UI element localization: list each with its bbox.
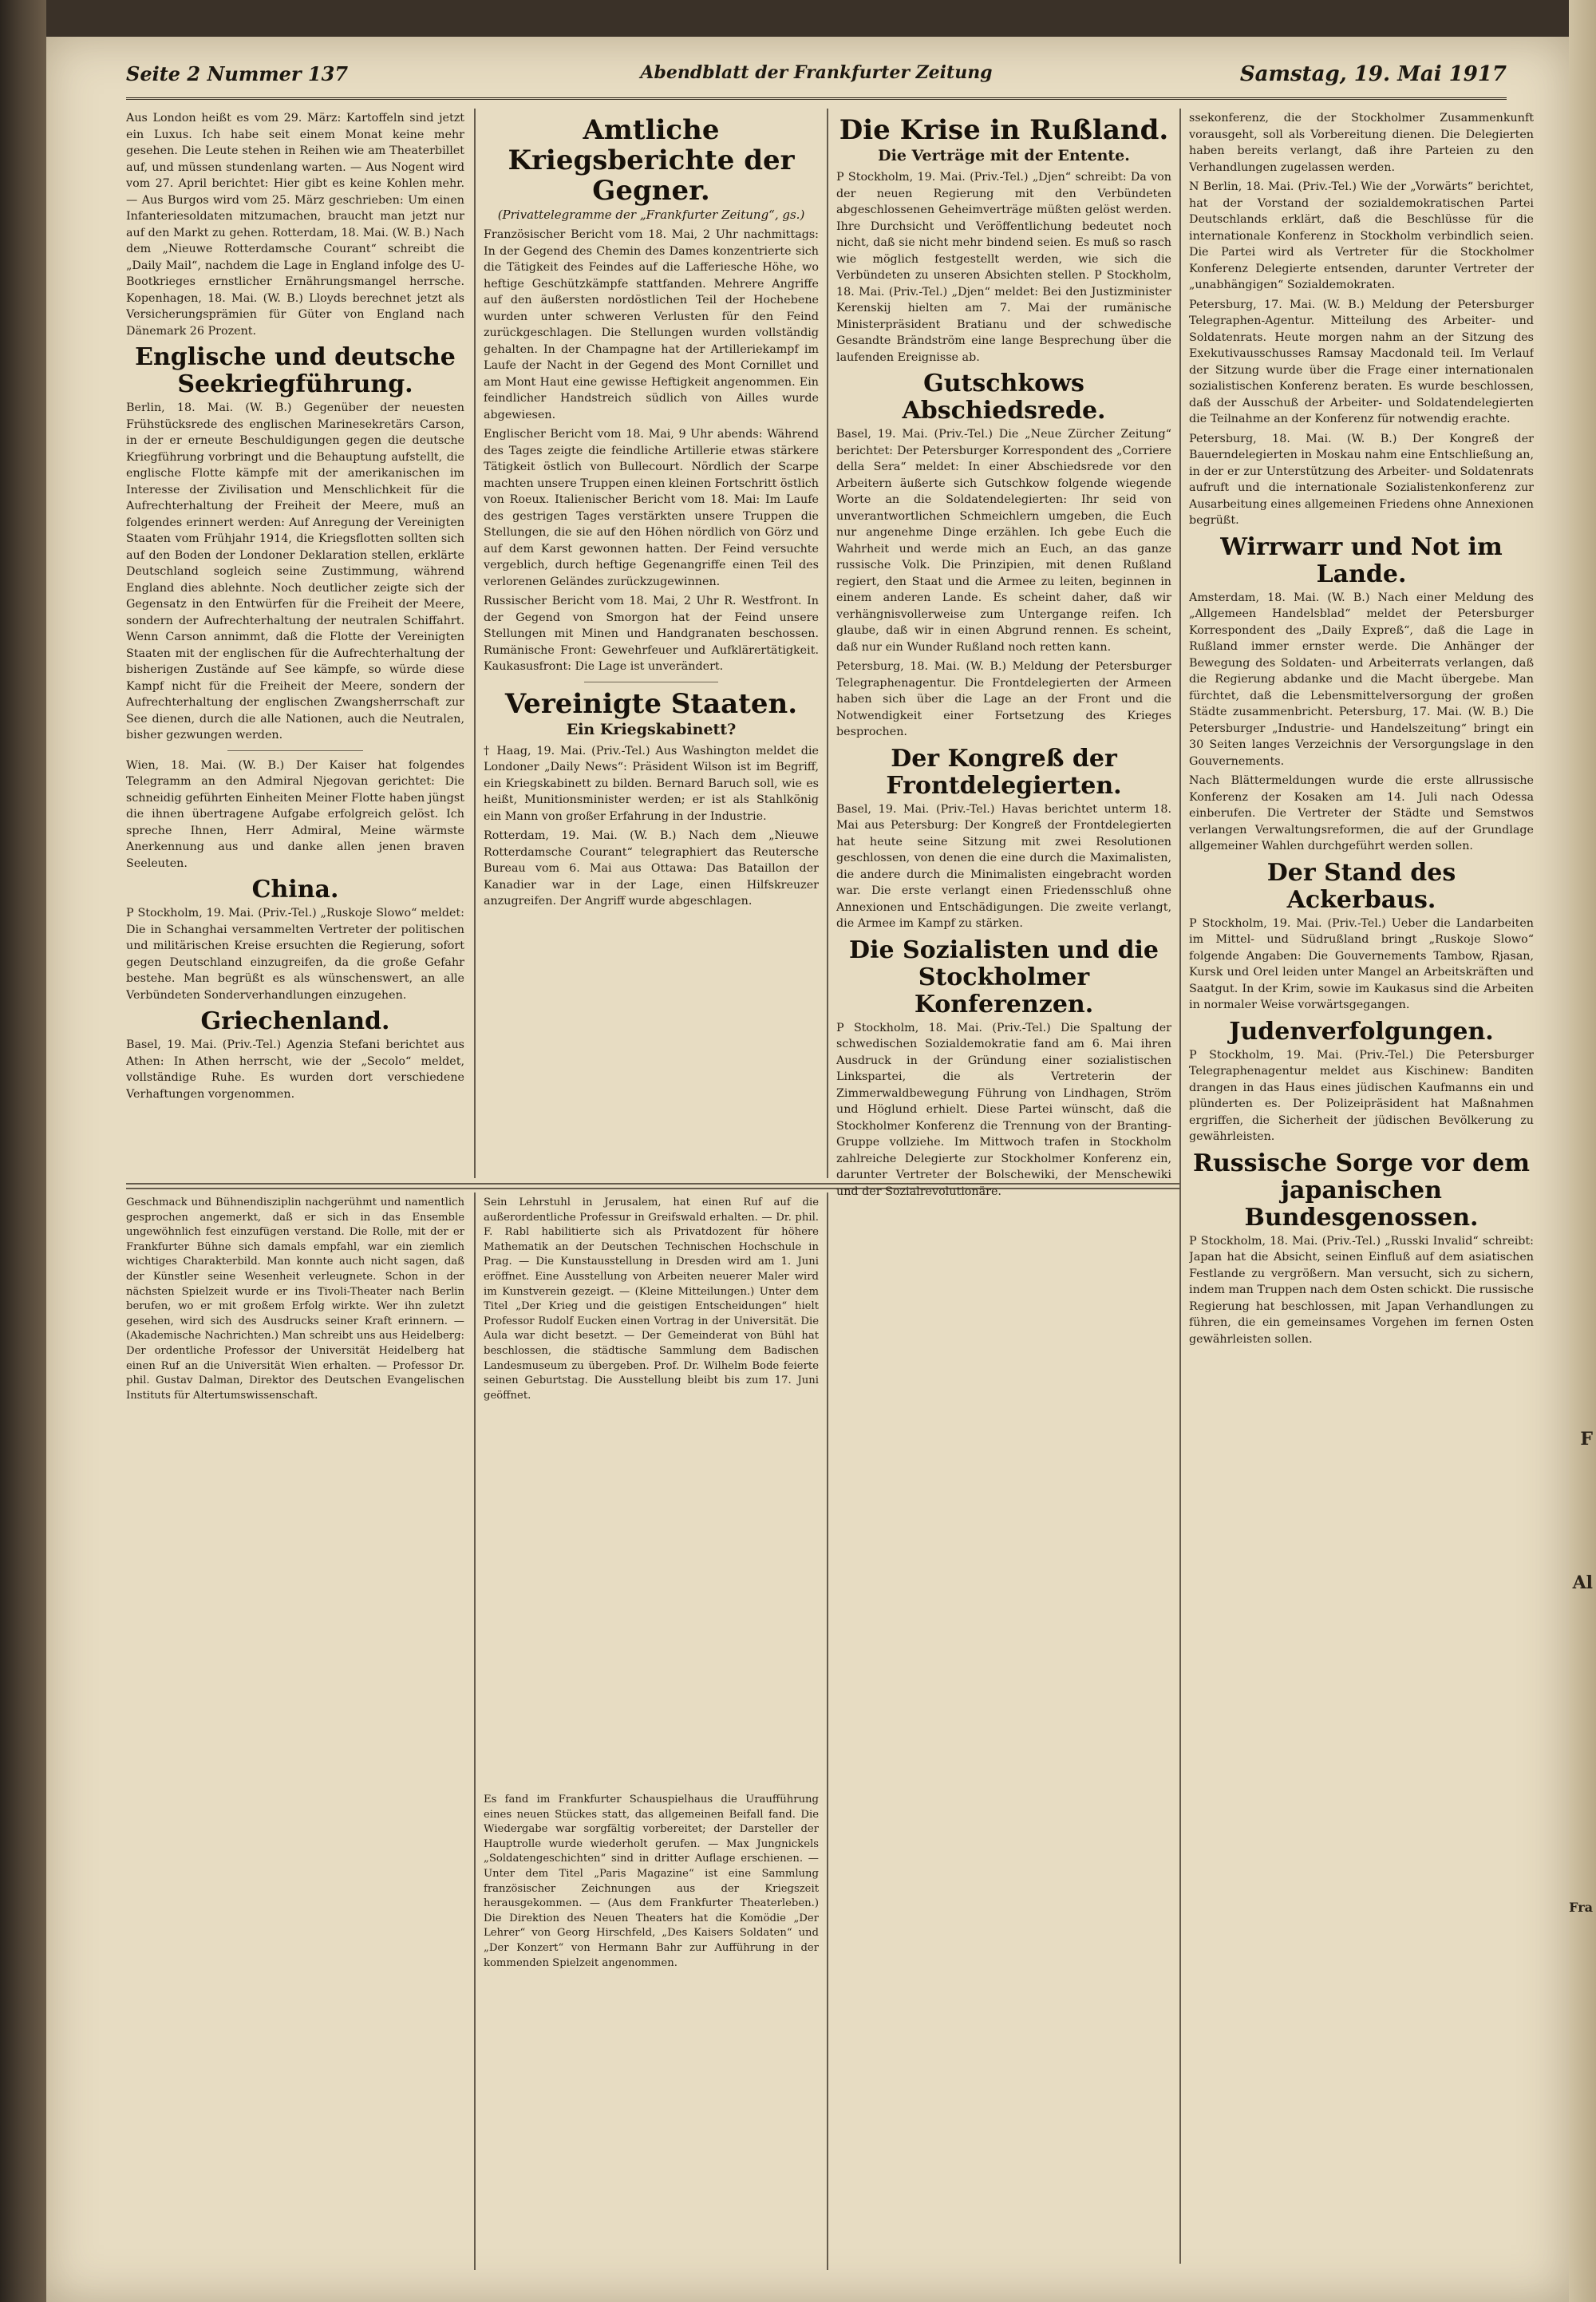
edge-fragment: F bbox=[1580, 1429, 1593, 1450]
page-header bbox=[126, 54, 1507, 100]
issue-date: Samstag, 19. Mai 1917 bbox=[1239, 62, 1507, 86]
book-binding bbox=[0, 0, 46, 2302]
column-rule bbox=[827, 1193, 828, 2270]
article-heading-krise-russland: Die Krise in Rußland. bbox=[839, 114, 1169, 146]
article-text: Wien, 18. Mai. (W. B.) Der Kaiser hat folgendes Telegramm an den Admiral Njegovan gerichtet: Die schneidig geführten Einheiten Meiner Flotte haben jüngst die ihnen übertragene Aufgabe erfolgreich gelöst. Ich spreche Ihnen, Herr Admiral, Meine wärmste Anerkennung aus und danke allen jenen braven Seeleuten. bbox=[126, 758, 464, 870]
article-heading-vereinigte-staaten: Vereinigte Staaten. bbox=[504, 687, 798, 720]
article-text: Nach Blättermeldungen wurde die erste allrussische Konferenz der Kosaken am 14. Juli nach Odessa einberufen. Die Vertreter der Städte und Semstwos verlangen Verwaltungsreformen, die auf der Grundlage allgemeiner Wahlen durchgeführt werden sollen. bbox=[1189, 774, 1534, 852]
column-2 bbox=[484, 110, 819, 1177]
article-text: N Berlin, 18. Mai. (Priv.-Tel.) Wie der „Vorwärts“ berichtet, hat der Vorstand der sozialdemokratischen Partei Deutschlands erklärt, daß die Beschlüsse für die internationale Konferenz in Stockholm verbindlich seien. Die Partei wird als Vertreter für die Stockholmer Konferenz Delegierte entsenden, darunter Vertreter der „unabhängigen“ Sozialdemokraten. bbox=[1189, 180, 1534, 291]
article-text: Rotterdam, 19. Mai. (W. B.) Nach dem „Nieuwe Rotterdamsche Courant“ telegraphiert das Reutersche Bureau vom 6. Mai aus Ottawa: Das Bataillon der Kanadier war in der Lage, einen Hilfskreuzer anzugreifen. Der Angriff wurde abgeschlagen. bbox=[484, 829, 819, 908]
masthead: Abendblatt der Frankfurter Zeitung bbox=[640, 62, 993, 83]
article-text: Basel, 19. Mai. (Priv.-Tel.) Die „Neue Zürcher Zeitung“ berichtet: Der Petersburger Korrespondent des „Corriere della Sera“ meldet: In einer Abschiedsrede vor den Arbeitern äußerte sich Gutschkow folgende wiegende Worte an die Soldatendelegierten: Ihr seid von unverantwortlichen Schmeichlern umgeben, die Euch nur angenehme Dinge erzählen. Ich gebe Euch die Wahrheit und werde mich an Euch, an das ganze russische Volk. Die Prinzipien, mit denen Rußland regiert, den Staat und die Armee zu leiten, beginnen in einem anderen Lande. Es scheint daher, daß wir verhängnisvollerweise zum Untergange reifen. Ich glaube, daß wir in einen Abgrund rennen. Es scheint, daß nur ein Wunder Rußland noch retten kann. bbox=[836, 428, 1171, 654]
article-text: Petersburg, 18. Mai. (W. B.) Der Kongreß der Bauerndelegierten in Moskau nahm eine Entschließung an, in der er zur Unterstützung des Arbeiter- und Soldatenrats aufruft und die internationale Sozialistenkonferenz zur Ausarbeitung eines allgemeinen Friedens ohne Annexionen begrüßt. bbox=[1189, 432, 1534, 527]
article-heading-judenverfolgungen: Judenverfolgungen. bbox=[1229, 1017, 1494, 1046]
newspaper-page bbox=[46, 37, 1569, 2302]
adjacent-page-edge bbox=[1569, 0, 1596, 2302]
article-text: Petersburg, 18. Mai. (W. B.) Meldung der Petersburger Telegraphenagentur. Die Frontdelegierten der Armeen haben sich über die Lage an der Front und die Notwendigkeit einer Fortsetzung des Krieges besprochen. bbox=[836, 660, 1171, 738]
article-heading-seekrieg: Englische und deutsche Seekriegführung. bbox=[135, 343, 456, 398]
article-text: ssekonferenz, die der Stockholmer Zusammenkunft vorausgeht, soll als Vorbereitung dienen. Die Delegierten haben bereits verlangt, daß ihre Parteien zu den Verhandlungen zugelassen werden. bbox=[1189, 112, 1534, 174]
telegram-note: (Privattelegramme der „Frankfurter Zeitung“, gs.) bbox=[497, 208, 805, 222]
edge-fragment: Fra bbox=[1569, 1900, 1593, 1915]
article-heading-japan: Russische Sorge vor dem japanischen Bundesgenossen. bbox=[1193, 1149, 1530, 1232]
article-text: Französischer Bericht vom 18. Mai, 2 Uhr nachmittags: In der Gegend des Chemin des Dames konzentrierte sich die Tätigkeit des Feindes auf die Lafferiesche Höhe, wo heftige Geschützkämpfe stattfanden. Mehrere Angriffe auf den äußersten nordöstlichen Teil der Hochebene wurden unter schweren Verlusten für den Feind zurückgeschlagen. Die Stellungen wurden vollständig gehalten. In der Champagne hat der Artilleriekampf im Laufe der Nacht in der Gegend des Mont Cornillet und am Mont Haut eine gewisse Heftigkeit angenommen. Ein feindlicher Handstreich südlich von Ailles wurde abgewiesen. bbox=[484, 228, 819, 421]
intro-news-text: Aus London heißt es vom 29. März: Kartoffeln sind jetzt ein Luxus. Ich habe seit einem Monat keine mehr gesehen. Die Leute stehen in Reihen wie am Theaterbillet auf, und müssen stundenlang warten. — Aus Nogent wird vom 27. April berichtet: Hier gibt es keine Kohlen mehr. — Aus Burgos wird vom 25. März geschrieben: Um einen Infanteriesoldaten mitzumachen, braucht man jetzt nur auf den Markt zu gehen. Rotterdam, 18. Mai. (W. B.) Nach dem „Nieuwe Rotterdamsche Courant“ schreibt die „Daily Mail“, nachdem die Lage in England infolge des U-Bootkrieges ernstlicher Ernährungsmangel herrsche. Kopenhagen, 18. Mai. (W. B.) Lloyds berechnet jetzt als Versicherungsprämien für Güter von England nach Dänemark 26 Prozent. bbox=[126, 112, 464, 338]
article-heading-griechenland: Griechenland. bbox=[200, 1007, 390, 1035]
feuilleton-text: Sein Lehrstuhl in Jerusalem, hat einen Ruf auf die außerordentliche Professur in Greifswald erhalten. — Dr. phil. F. Rabl habilitierte sich als Privatdozent für höhere Mathematik an der Deutschen Technischen Hochschule in Prag. — Die Kunstausstellung in Dresden wird am 1. Juni eröffnet. Eine Ausstellung von Arbeiten neuerer Maler wird im Kunstverein gezeigt. — (Kleine Mitteilungen.) Unter dem Titel „Der Krieg und die geistigen Entscheidungen“ hielt Professor Rudolf Eucken einen Vortrag in der Universität. Die Aula war dicht besetzt. — Der Gemeinderat von Bühl hat beschlossen, die städtische Sammlung dem Badischen Landesmuseum zu übergeben. Prof. Dr. Wilhelm Bode feierte seinen Geburtstag. Die Ausstellung bleibt bis zum 17. Juni geöffnet. bbox=[484, 1196, 819, 1402]
column-rule bbox=[1179, 109, 1181, 2264]
article-text: Englischer Bericht vom 18. Mai, 9 Uhr abends: Während des Tages zeigte die feindliche Artillerie etwas stärkere Tätigkeit östlich von Bullecourt. Nördlich der Scarpe machten unsere Truppen einen kleinen Fortschritt östlich von Roeux. Italienischer Bericht vom 18. Mai: Im Laufe des gestrigen Tages verstärkten unsere Truppen die Stellungen, die sie auf den Höhen nördlich von Görz und auf dem Karst gewonnen hatten. Der Feind versuchte vergeblich, durch heftige Gegenangriffe einen Teil des verlorenen Geländes zurückzugewinnen. bbox=[484, 428, 819, 588]
edge-fragment: Al bbox=[1572, 1572, 1593, 1593]
page-number-label: Seite 2 Nummer 137 bbox=[126, 62, 349, 85]
article-text: Petersburg, 17. Mai. (W. B.) Meldung der Petersburger Telegraphen-Agentur. Mitteilung des Arbeiter- und Soldatenrats. Heute morgen nahm an der Sitzung des Exekutivausschusses Ramsay Macdonald teil. Im Verlauf der Sitzung wurde über die Frage einer internationalen sozialistischen Konferenz beraten. Es wurde beschlossen, daß der Ausschuß der Arbeiter- und Soldatendelegierten die Teilnahme an der Konferenz für notwendig erachte. bbox=[1189, 298, 1534, 425]
article-heading-kriegsberichte: Amtliche Kriegsberichte der Gegner. bbox=[508, 114, 795, 207]
article-text: P Stockholm, 19. Mai. (Priv.-Tel.) „Ruskoje Slowo“ meldet: Die in Schanghai versammelten Vertreter der politischen und militärischen Kreise ersuchten die Regierung, sofort gegen Deutschland einzugreifen, da die große Gefahr bestehe. Man begrüßt es als wünschenswert, an alle Verbündeten Sonderverhandlungen einzugehen. bbox=[126, 907, 464, 1002]
column-rule bbox=[474, 1193, 476, 2270]
article-text: Basel, 19. Mai. (Priv.-Tel.) Havas berichtet unterm 18. Mai aus Petersburg: Der Kongreß der Frontdelegierten hat heute seine Sitzung mit zwei Resolutionen geschlossen, von denen die eine durch die Maximalisten, die andere durch die Minimalisten eingebracht worden war. Die erste verlangt einen Friedensschluß ohne Annexionen und Entschädigungen. Die zweite verlangt, die Armee im Kampf zu stärken. bbox=[836, 802, 1171, 930]
article-text: † Haag, 19. Mai. (Priv.-Tel.) Aus Washington meldet die Londoner „Daily News“: Präsident Wilson ist im Begriff, ein Kriegskabinett zu bilden. Bernard Baruch soll, wie es heißt, Munitionsminister werden; er ist als Stahlkönig ein Mann von großer Erfahrung in der Industrie. bbox=[484, 744, 819, 823]
article-heading-ackerbau: Der Stand des Ackerbaus. bbox=[1266, 858, 1456, 914]
column-4 bbox=[1189, 110, 1534, 2265]
article-heading-gutschkow: Gutschkows Abschiedsrede. bbox=[902, 370, 1106, 425]
column-1 bbox=[126, 110, 464, 1177]
article-heading-sozialisten: Die Sozialisten und die Stockholmer Konferenzen. bbox=[849, 935, 1159, 1018]
article-heading-wirrwarr: Wirrwarr und Not im Lande. bbox=[1220, 532, 1503, 588]
feuilleton-text: Es fand im Frankfurter Schauspielhaus die Uraufführung eines neuen Stückes statt, das allgemeinen Beifall fand. Die Wiedergabe war sorgfältig vorbereitet; der Darsteller der Hauptrolle wurde wiederholt gerufen. — Max Jungnickels „Soldatengeschichten“ sind in dritter Auflage erschienen. — Unter dem Titel „Paris Magazine“ ist eine Sammlung französischer Zeichnungen aus der Kriegszeit herausgekommen. — (Aus dem Frankfurter Theaterleben.) Die Direktion des Neuen Theaters hat die Komödie „Der Lehrer“ von Georg Hirschfeld, „Des Kaisers Soldaten“ und „Der Konzert“ von Hermann Bahr zur Aufführung in der kommenden Spielzeit angenommen. bbox=[484, 1794, 819, 1969]
article-subheading: Die Verträge mit der Entente. bbox=[878, 147, 1130, 164]
article-subheading: Ein Kriegskabinett? bbox=[566, 720, 737, 738]
article-text: Amsterdam, 18. Mai. (W. B.) Nach einer Meldung des „Allgemeen Handelsblad“ meldet der Petersburger Korrespondent des „Daily Expreß“, daß die Lage in Rußland immer ernster werde. Die Anhänger der Bewegung des Soldaten- und Arbeiterrats verlangen, daß die Regierung abdanke und die Macht übergebe. Man fürchtet, daß die Lebensmittelversorgung der großen Städte zusammenbricht. Petersburg, 17. Mai. (W. B.) Die Petersburger „Industrie- und Handelszeitung“ bringt ein 30 Seiten langes Verzeichnis der Versorgungslage in den Gouvernements. bbox=[1189, 591, 1534, 768]
article-text: Russischer Bericht vom 18. Mai, 2 Uhr R. Westfront. In der Gegend von Smorgon hat der Feind unsere Stellungen mit Minen und Handgranaten beschossen. Rumänische Front: Gewehrfeuer und Aufklärertätigkeit. Kaukasusfront: Die Lage ist unverändert. bbox=[484, 595, 819, 673]
feuilleton-column-2b bbox=[484, 1793, 819, 2264]
article-text: Basel, 19. Mai. (Priv.-Tel.) Agenzia Stefani berichtet aus Athen: In Athen herrscht, wie der „Secolo“ meldet, vollständige Ruhe. Es wurden dort verschiedene Verhaftungen vorgenommen. bbox=[126, 1038, 464, 1101]
article-text: P Stockholm, 19. Mai. (Priv.-Tel.) Die Petersburger Telegraphenagentur meldet aus Kischinew: Banditen drangen in das Haus eines jüdischen Kaufmanns ein und plünderten es. Der Polizeipräsident hat Maßnahmen ergriffen, die Sicherheit der jüdischen Bevölkerung zu gewährleisten. bbox=[1189, 1048, 1534, 1143]
feuilleton-column-1 bbox=[126, 1196, 464, 2265]
article-text: P Stockholm, 18. Mai. (Priv.-Tel.) Die Spaltung der schwedischen Sozialdemokratie fand am 6. Mai ihren Ausdruck in der Gründung einer sozialistischen Linkspartei, die als Vertreterin der Zimmerwaldbewegung Führung von Lindhagen, Ström und Höglund erhielt. Diese Partei wünscht, daß die Stockholmer Konferenz die Trennung von der Branting-Gruppe vollziehe. Im Mittwoch trafen in Stockholm zahlreiche Delegierte zur Stockholmer Konferenz ein, darunter Vertreter der Bolschewiki, der Menschewiki und der Sozialrevolutionäre. bbox=[836, 1021, 1171, 1198]
column-3 bbox=[836, 110, 1171, 2265]
article-text: Berlin, 18. Mai. (W. B.) Gegenüber der neuesten Frühstücksrede des englischen Marinesekretärs Carson, in der er erneute Beschuldigungen gegen die deutsche Kriegführung vorbringt und die Behauptung aufstellt, die englische Flotte kämpfe mit der amerikanischen im Interesse der Zivilisation und Menschlichkeit für die Aufrechterhaltung der Freiheit der Meere, muß an folgendes erinnert werden: Auf Anregung der Vereinigten Staaten vom Frühjahr 1914, die Kriegsflotten sollten sich auf den Boden der Londoner Deklaration stellen, erklärte Deutschland sogleich seine Zustimmung, während England dies ablehnte. Noch deutlicher zeigte sich der Gegensatz in den Entwürfen für die Freiheit der Meere, sondern der Aufrechterhaltung der neutralen Schiffahrt. Wenn Carson annimmt, daß die Flotte der Vereinigten Staaten mit der englischen für die Aufrechterhaltung der bisherigen Zustände auf See kämpfe, so würde diese Kampf nicht für die Freiheit der Meere, sondern der Aufrechterhaltung der englischen Zwangsherrschaft zur See dienen, durch die alle Nationen, auch die Neutralen, bisher gezwungen werden. bbox=[126, 401, 464, 742]
feuilleton-text: Geschmack und Bühnendisziplin nachgerühmt und namentlich gesprochen angemerkt, daß er sich in das Ensemble ungewöhnlich fest einzufügen verstand. Die Rolle, mit der er Frankfurter Bühne sich damals empfahl, war ein ziemlich wichtiges Charakterbild. Man konnte auch nicht sagen, daß der Künstler seine Wesenheit verleugnete. Schon in der nächsten Spielzeit wurde er ins Tivoli-Theater nach Berlin berufen, wo er mit großem Erfolg wirkte. Wer ihn zuletzt gesehen, wird sich des Ausdrucks seiner Kraft erinnern. — (Akademische Nachrichten.) Man schreibt uns aus Heidelberg: Der ordentliche Professor der Universität Heidelberg hat einen Ruf an die Universität Wien erhalten. — Professor Dr. phil. Gustav Dalman, Direktor des Deutschen Evangelischen Instituts für Altertumswissenschaft. bbox=[126, 1196, 464, 1402]
article-heading-frontdelegierte: Der Kongreß der Frontdelegierten. bbox=[886, 744, 1122, 800]
column-rule bbox=[474, 109, 476, 1178]
article-heading-china: China. bbox=[251, 876, 339, 904]
article-text: P Stockholm, 19. Mai. (Priv.-Tel.) Ueber die Landarbeiten im Mittel- und Südrußland bringt „Ruskoje Slowo“ folgende Angaben: Die Gouvernements Tambow, Rjasan, Kursk und Orel leiden unter Mangel an Arbeitskräften und Saatgut. In der Krim, sowie im Kaukasus sind die Arbeiten in normaler Weise vorwärtsgegangen. bbox=[1189, 916, 1534, 1011]
divider bbox=[227, 750, 363, 751]
article-text: P Stockholm, 18. Mai. (Priv.-Tel.) „Russki Invalid“ schreibt: Japan hat die Absicht, seinen Einfluß auf dem asiatischen Festlande zu vergrößern. Man versucht, sich zu sichern, indem man Truppen nach dem Osten schickt. Die russische Regierung hat beschlossen, mit Japan Verhandlungen zu führen, die ein gemeinsames Vorgehen im fernen Osten gewährleisten sollen. bbox=[1189, 1234, 1534, 1346]
article-text: P Stockholm, 19. Mai. (Priv.-Tel.) „Djen“ schreibt: Da von der neuen Regierung mit den Verbündeten abgeschlossenen Geheimverträge müßten gelöst werden. Ihre Durchsicht und Veröffentlichung bedeutet noch nicht, daß sie nicht mehr bindend seien. Es muß so rasch wie möglich festgestellt werden, wie sich die Verbündeten zu unseren Absichten stellen. P Stockholm, 18. Mai. (Priv.-Tel.) „Djen“ meldet: Bei den Justizminister Kerenskij hielten am 7. Mai der rumänische Ministerpräsident Bratianu und der schwedische Gesandte Brändström eine lange Besprechung über die laufenden Ereignisse ab. bbox=[836, 171, 1171, 364]
column-rule bbox=[827, 109, 828, 1178]
